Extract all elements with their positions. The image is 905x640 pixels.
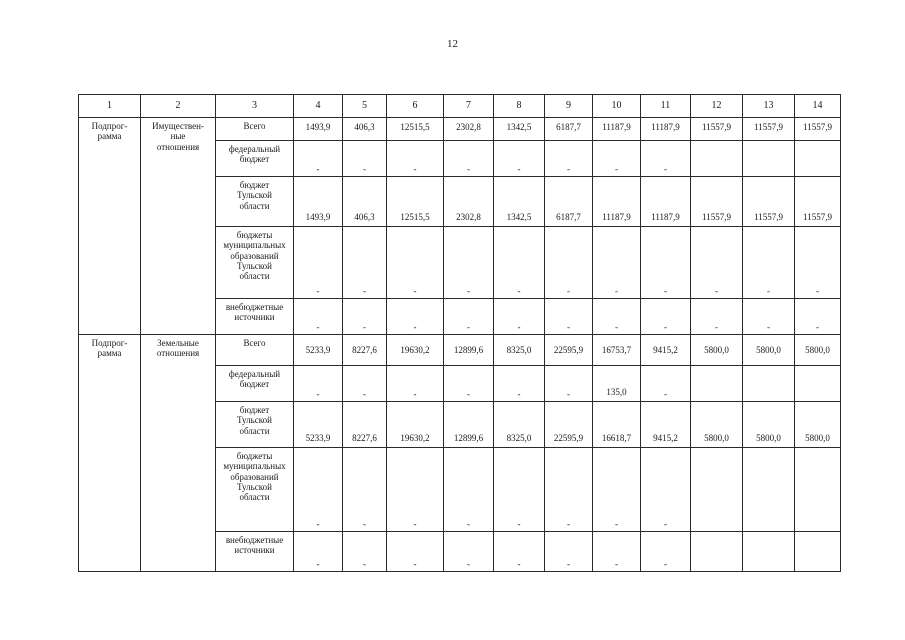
- value-cell: -: [343, 532, 387, 572]
- value-cell: [691, 366, 743, 402]
- column-number-8: 8: [494, 95, 545, 118]
- value-cell: 11187,9: [641, 177, 691, 227]
- value-cell: [795, 532, 841, 572]
- value-cell: 1342,5: [494, 118, 545, 141]
- value-cell: 11557,9: [691, 177, 743, 227]
- value-cell: -: [343, 448, 387, 532]
- value-cell: 5800,0: [743, 335, 795, 366]
- funding-source-cell: бюджет Тульской области: [216, 402, 294, 448]
- value-cell: [795, 448, 841, 532]
- value-cell: [691, 532, 743, 572]
- value-cell: -: [387, 366, 444, 402]
- value-cell: -: [494, 448, 545, 532]
- value-cell: 12515,5: [387, 118, 444, 141]
- value-cell: -: [387, 299, 444, 335]
- value-cell: -: [343, 366, 387, 402]
- funding-source-cell: бюджеты муниципальных образований Тульской области: [216, 448, 294, 532]
- column-number-6: 6: [387, 95, 444, 118]
- value-cell: -: [343, 299, 387, 335]
- value-cell: -: [545, 366, 593, 402]
- value-cell: 135,0: [593, 366, 641, 402]
- value-cell: 16618,7: [593, 402, 641, 448]
- value-cell: -: [545, 141, 593, 177]
- value-cell: [743, 532, 795, 572]
- column-number-5: 5: [343, 95, 387, 118]
- value-cell: -: [593, 227, 641, 299]
- value-cell: -: [294, 227, 343, 299]
- value-cell: -: [593, 141, 641, 177]
- value-cell: 22595,9: [545, 335, 593, 366]
- column-number-10: 10: [593, 95, 641, 118]
- column-number-1: 1: [79, 95, 141, 118]
- funding-source-cell: внебюджетные источники: [216, 299, 294, 335]
- value-cell: 2302,8: [444, 177, 494, 227]
- value-cell: [743, 448, 795, 532]
- column-number-3: 3: [216, 95, 294, 118]
- value-cell: -: [691, 227, 743, 299]
- value-cell: [691, 141, 743, 177]
- value-cell: -: [343, 141, 387, 177]
- value-cell: 11187,9: [593, 118, 641, 141]
- value-cell: 9415,2: [641, 335, 691, 366]
- value-cell: -: [795, 299, 841, 335]
- value-cell: 19630,2: [387, 402, 444, 448]
- value-cell: [795, 141, 841, 177]
- funding-source-cell: федеральный бюджет: [216, 366, 294, 402]
- funding-source-cell: федеральный бюджет: [216, 141, 294, 177]
- column-number-13: 13: [743, 95, 795, 118]
- value-cell: -: [294, 141, 343, 177]
- value-cell: -: [494, 227, 545, 299]
- column-number-12: 12: [691, 95, 743, 118]
- value-cell: -: [545, 448, 593, 532]
- value-cell: -: [387, 448, 444, 532]
- value-cell: -: [494, 141, 545, 177]
- value-cell: -: [641, 448, 691, 532]
- value-cell: 12515,5: [387, 177, 444, 227]
- funding-source-cell: бюджет Тульской области: [216, 177, 294, 227]
- value-cell: -: [294, 299, 343, 335]
- value-cell: 2302,8: [444, 118, 494, 141]
- value-cell: 12899,6: [444, 402, 494, 448]
- value-cell: -: [494, 299, 545, 335]
- value-cell: -: [641, 299, 691, 335]
- value-cell: -: [387, 532, 444, 572]
- subprogram-name-cell: Земельные отношения: [141, 335, 216, 572]
- value-cell: 11557,9: [795, 118, 841, 141]
- value-cell: -: [494, 366, 545, 402]
- value-cell: 5800,0: [795, 402, 841, 448]
- value-cell: 8325,0: [494, 402, 545, 448]
- value-cell: -: [691, 299, 743, 335]
- value-cell: 11187,9: [641, 118, 691, 141]
- subprogram-type-cell: Подпрог- рамма: [79, 118, 141, 335]
- subprogram-name-cell: Имуществен- ные отношения: [141, 118, 216, 335]
- value-cell: 406,3: [343, 177, 387, 227]
- value-cell: 5233,9: [294, 335, 343, 366]
- value-cell: 5233,9: [294, 402, 343, 448]
- column-number-14: 14: [795, 95, 841, 118]
- funding-source-cell: бюджеты муниципальных образований Тульской области: [216, 227, 294, 299]
- value-cell: -: [593, 299, 641, 335]
- value-cell: -: [641, 141, 691, 177]
- value-cell: 11557,9: [795, 177, 841, 227]
- column-number-9: 9: [545, 95, 593, 118]
- value-cell: 12899,6: [444, 335, 494, 366]
- value-cell: -: [444, 532, 494, 572]
- value-cell: -: [294, 366, 343, 402]
- value-cell: 16753,7: [593, 335, 641, 366]
- table-row: [79, 118, 841, 141]
- value-cell: 22595,9: [545, 402, 593, 448]
- value-cell: -: [641, 532, 691, 572]
- subprogram-type-cell: Подпрог- рамма: [79, 335, 141, 572]
- value-cell: -: [743, 299, 795, 335]
- value-cell: 11557,9: [743, 177, 795, 227]
- header-row: [79, 95, 841, 118]
- value-cell: 19630,2: [387, 335, 444, 366]
- column-number-7: 7: [444, 95, 494, 118]
- value-cell: [743, 141, 795, 177]
- value-cell: -: [795, 227, 841, 299]
- value-cell: -: [343, 227, 387, 299]
- column-number-4: 4: [294, 95, 343, 118]
- value-cell: -: [494, 532, 545, 572]
- value-cell: 6187,7: [545, 177, 593, 227]
- value-cell: 5800,0: [743, 402, 795, 448]
- funding-source-cell: Всего: [216, 335, 294, 366]
- page-number: 12: [447, 38, 458, 50]
- value-cell: -: [545, 299, 593, 335]
- value-cell: 5800,0: [691, 335, 743, 366]
- value-cell: 406,3: [343, 118, 387, 141]
- value-cell: 6187,7: [545, 118, 593, 141]
- value-cell: -: [593, 448, 641, 532]
- value-cell: -: [593, 532, 641, 572]
- table-row: [79, 335, 841, 366]
- value-cell: -: [444, 448, 494, 532]
- funding-source-cell: Всего: [216, 118, 294, 141]
- value-cell: 1493,9: [294, 118, 343, 141]
- value-cell: -: [444, 227, 494, 299]
- value-cell: -: [444, 141, 494, 177]
- value-cell: -: [743, 227, 795, 299]
- value-cell: -: [387, 227, 444, 299]
- column-number-11: 11: [641, 95, 691, 118]
- funding-source-cell: внебюджетные источники: [216, 532, 294, 572]
- value-cell: -: [294, 532, 343, 572]
- value-cell: 8325,0: [494, 335, 545, 366]
- value-cell: 9415,2: [641, 402, 691, 448]
- value-cell: 8227,6: [343, 335, 387, 366]
- value-cell: 5800,0: [691, 402, 743, 448]
- value-cell: 1342,5: [494, 177, 545, 227]
- value-cell: [691, 448, 743, 532]
- value-cell: 11557,9: [691, 118, 743, 141]
- value-cell: 1493,9: [294, 177, 343, 227]
- value-cell: -: [641, 366, 691, 402]
- value-cell: -: [387, 141, 444, 177]
- value-cell: -: [545, 227, 593, 299]
- funding-table: [78, 94, 841, 572]
- value-cell: -: [294, 448, 343, 532]
- value-cell: 11557,9: [743, 118, 795, 141]
- value-cell: 5800,0: [795, 335, 841, 366]
- value-cell: -: [545, 532, 593, 572]
- value-cell: -: [444, 299, 494, 335]
- value-cell: -: [444, 366, 494, 402]
- column-number-2: 2: [141, 95, 216, 118]
- value-cell: 11187,9: [593, 177, 641, 227]
- value-cell: [795, 366, 841, 402]
- value-cell: -: [641, 227, 691, 299]
- value-cell: 8227,6: [343, 402, 387, 448]
- value-cell: [743, 366, 795, 402]
